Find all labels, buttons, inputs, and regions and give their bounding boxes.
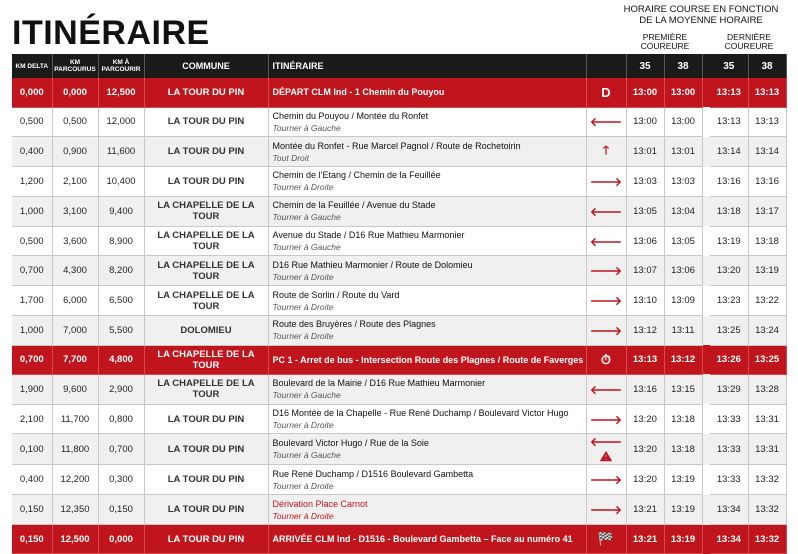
itinerary-cell <box>268 404 586 434</box>
table-row <box>12 434 786 465</box>
table-row <box>12 286 786 316</box>
km-delta-cell: 0,100 <box>12 434 52 465</box>
time-last-38: 13:32 <box>748 495 786 525</box>
km-done-cell: 12,500 <box>52 525 98 554</box>
direction-text: Tourner à Gauche <box>272 450 341 461</box>
km-done-cell: 9,600 <box>52 374 98 404</box>
col-km-delta: KM DELTA <box>12 54 52 78</box>
column-divider <box>702 434 710 465</box>
stopwatch-icon: ⏱ <box>600 351 612 367</box>
km-left-cell: 12,000 <box>98 107 144 137</box>
arrow-right-icon: 🡒 <box>589 174 623 189</box>
col-itineraire: ITINÉRAIRE <box>268 54 586 78</box>
km-left-cell: 8,900 <box>98 226 144 256</box>
street-name: Avenue du Stade / D16 Rue Mathieu Marmonier <box>272 230 465 241</box>
column-divider <box>702 374 710 404</box>
commune-cell: LA TOUR DU PIN <box>144 137 268 167</box>
itinerary-cell <box>268 465 586 495</box>
time-first-38: 13:01 <box>664 137 702 167</box>
column-divider <box>702 226 710 256</box>
km-delta-cell: 1,000 <box>12 196 52 226</box>
time-first-38: 13:18 <box>664 434 702 465</box>
direction-text: Tourner à Droite <box>272 182 334 193</box>
commune-cell: LA CHAPELLE DE LA TOUR <box>144 345 268 374</box>
itinerary-cell <box>268 196 586 226</box>
street-name: Montée du Ronfet - Rue Marcel Pagnol / Route de Rochetoirin <box>272 140 521 151</box>
column-divider <box>702 345 710 374</box>
arrow-right-icon: 🡒 <box>589 294 623 309</box>
time-last-35: 13:23 <box>710 286 748 316</box>
table-row <box>12 137 786 167</box>
schedule-note: HORAIRE COURSE EN FONCTION DE LA MOYENNE HORAIRE <box>623 4 779 26</box>
table-row <box>12 345 786 374</box>
time-first-35: 13:05 <box>626 196 664 226</box>
arrow-left-icon: 🡐 <box>589 234 623 249</box>
time-last-35: 13:34 <box>710 525 748 554</box>
time-last-35: 13:29 <box>710 374 748 404</box>
arrow-right-icon: 🡒 <box>589 473 623 488</box>
km-delta-cell: 0,400 <box>12 465 52 495</box>
km-left-cell: 0,000 <box>98 525 144 554</box>
direction-text: Tourner à Droite <box>272 331 334 342</box>
km-done-cell: 0,500 <box>52 107 98 137</box>
direction-text: Tout Droit <box>272 152 310 163</box>
km-done-cell: 12,350 <box>52 495 98 525</box>
table-row <box>12 495 786 525</box>
commune-cell: LA TOUR DU PIN <box>144 107 268 137</box>
icon-cell <box>586 167 626 197</box>
table-row <box>12 256 786 286</box>
time-first-38: 13:18 <box>664 404 702 434</box>
itinerary-cell <box>268 434 586 465</box>
km-done-cell: 7,700 <box>52 345 98 374</box>
time-first-38: 13:12 <box>664 345 702 374</box>
time-first-38: 13:05 <box>664 226 702 256</box>
time-first-35: 13:20 <box>626 434 664 465</box>
time-last-38: 13:19 <box>748 256 786 286</box>
time-first-35: 13:13 <box>626 345 664 374</box>
street-name: Chemin de la Feuillée / Avenue du Stade <box>272 200 436 211</box>
direction-text: Tourner à Droite <box>272 480 334 491</box>
itinerary-cell <box>268 78 586 107</box>
time-first-38: 13:15 <box>664 374 702 404</box>
icon-cell <box>586 495 626 525</box>
time-first-35: 13:06 <box>626 226 664 256</box>
time-last-35: 13:19 <box>710 226 748 256</box>
col-commune: COMMUNE <box>144 54 268 78</box>
column-divider <box>702 167 710 197</box>
commune-cell: LA TOUR DU PIN <box>144 167 268 197</box>
km-left-cell: 6,500 <box>98 286 144 316</box>
column-divider <box>702 107 710 137</box>
street-name: Boulevard de la Mairie / D16 Rue Mathieu Marmonier <box>272 378 486 389</box>
time-last-35: 13:34 <box>710 495 748 525</box>
km-done-cell: 4,300 <box>52 256 98 286</box>
time-first-35: 13:00 <box>626 78 664 107</box>
time-first-38: 13:03 <box>664 167 702 197</box>
time-last-38: 13:31 <box>748 404 786 434</box>
km-left-cell: 0,700 <box>98 434 144 465</box>
direction-text: Tourner à Gauche <box>272 212 341 223</box>
table-row <box>12 226 786 256</box>
street-name: Dérivation Place Carnot <box>272 498 368 509</box>
km-done-cell: 0,900 <box>52 137 98 167</box>
km-delta-cell: 0,700 <box>12 345 52 374</box>
arrow-left-icon: 🡐 <box>589 382 623 397</box>
time-last-35: 13:13 <box>710 78 748 107</box>
street-name: Route de Sorlin / Route du Vard <box>272 289 400 300</box>
itinerary-cell <box>268 374 586 404</box>
direction-text: Tourner à Droite <box>272 301 334 312</box>
itinerary-cell <box>268 345 586 374</box>
table-row <box>12 78 786 107</box>
time-last-38: 13:32 <box>748 465 786 495</box>
commune-cell: LA CHAPELLE DE LA TOUR <box>144 374 268 404</box>
time-first-38: 13:00 <box>664 78 702 107</box>
commune-cell: LA TOUR DU PIN <box>144 465 268 495</box>
arrow-left-icon: 🡐 <box>589 115 623 130</box>
time-first-35: 13:10 <box>626 286 664 316</box>
km-left-cell: 12,500 <box>98 78 144 107</box>
time-first-35: 13:03 <box>626 167 664 197</box>
km-delta-cell: 2,100 <box>12 404 52 434</box>
depart-icon: D <box>601 84 611 100</box>
commune-cell: LA TOUR DU PIN <box>144 495 268 525</box>
km-left-cell: 0,300 <box>98 465 144 495</box>
time-last-35: 13:33 <box>710 404 748 434</box>
itinerary-cell <box>268 316 586 346</box>
column-divider <box>702 256 710 286</box>
km-done-cell: 0,000 <box>52 78 98 107</box>
column-divider <box>702 495 710 525</box>
time-last-38: 13:18 <box>748 226 786 256</box>
time-last-35: 13:25 <box>710 316 748 346</box>
km-left-cell: 0,150 <box>98 495 144 525</box>
icon-cell <box>586 196 626 226</box>
column-divider <box>702 525 710 554</box>
column-divider <box>702 54 710 78</box>
itinerary-cell <box>268 525 586 554</box>
col-direction-icon <box>586 54 626 78</box>
time-last-38: 13:25 <box>748 345 786 374</box>
arrow-left-warning-icon: 🡐 ⚠ <box>589 435 623 465</box>
table-row <box>12 525 786 554</box>
time-first-38: 13:19 <box>664 495 702 525</box>
street-name: Chemin de l’Etang / Chemin de la Feuillée <box>272 170 441 181</box>
time-first-38: 13:04 <box>664 196 702 226</box>
street-name: D16 Montée de la Chapelle - Rue René Duchamp / Boulevard Victor Hugo <box>272 408 569 419</box>
icon-cell <box>586 226 626 256</box>
km-done-cell: 7,000 <box>52 316 98 346</box>
commune-cell: LA CHAPELLE DE LA TOUR <box>144 226 268 256</box>
time-first-38: 13:09 <box>664 286 702 316</box>
time-last-35: 13:18 <box>710 196 748 226</box>
col-last-38: 38 <box>748 54 786 78</box>
street-name: Chemin du Pouyou / Montée du Ronfet <box>272 110 429 121</box>
km-done-cell: 11,800 <box>52 434 98 465</box>
commune-cell: LA CHAPELLE DE LA TOUR <box>144 256 268 286</box>
km-done-cell: 11,700 <box>52 404 98 434</box>
street-name: Route des Bruyères / Route des Plagnes <box>272 319 436 330</box>
arrow-right-icon: 🡒 <box>589 264 623 279</box>
km-delta-cell: 1,700 <box>12 286 52 316</box>
icon-cell <box>586 434 626 465</box>
km-delta-cell: 1,200 <box>12 167 52 197</box>
km-done-cell: 12,200 <box>52 465 98 495</box>
km-left-cell: 9,400 <box>98 196 144 226</box>
km-left-cell: 0,800 <box>98 404 144 434</box>
km-done-cell: 2,100 <box>52 167 98 197</box>
icon-cell <box>586 286 626 316</box>
icon-cell <box>586 137 626 167</box>
time-last-38: 13:17 <box>748 196 786 226</box>
time-first-38: 13:11 <box>664 316 702 346</box>
direction-text: Tourner à Droite <box>272 510 334 521</box>
time-first-35: 13:12 <box>626 316 664 346</box>
itinerary-cell <box>268 256 586 286</box>
icon-cell <box>586 525 626 554</box>
street-name: Boulevard Victor Hugo / Rue de la Soie <box>272 438 429 449</box>
street-name: D16 Rue Mathieu Marmonier / Route de Dolomieu <box>272 259 473 270</box>
time-last-38: 13:31 <box>748 434 786 465</box>
time-last-35: 13:13 <box>710 107 748 137</box>
time-last-38: 13:32 <box>748 525 786 554</box>
col-km-parcourus: KM PARCOURUS <box>52 54 98 78</box>
km-delta-cell: 0,500 <box>12 107 52 137</box>
arrow-right-icon: 🡒 <box>589 323 623 338</box>
time-first-38: 13:19 <box>664 465 702 495</box>
column-divider <box>702 465 710 495</box>
time-last-35: 13:33 <box>710 465 748 495</box>
km-left-cell: 11,600 <box>98 137 144 167</box>
time-last-38: 13:13 <box>748 107 786 137</box>
street-name: Rue René Duchamp / D1516 Boulevard Gambetta <box>272 468 474 479</box>
icon-cell <box>586 107 626 137</box>
icon-cell <box>586 316 626 346</box>
time-first-38: 13:19 <box>664 525 702 554</box>
table-row <box>12 167 786 197</box>
first-runner-label: PREMIÈRE COUREURE <box>640 32 690 51</box>
direction-text: Tourner à Gauche <box>272 242 341 253</box>
icon-cell <box>586 256 626 286</box>
commune-cell: LA CHAPELLE DE LA TOUR <box>144 196 268 226</box>
table-row <box>12 316 786 346</box>
commune-cell: LA CHAPELLE DE LA TOUR <box>144 286 268 316</box>
table-row <box>12 465 786 495</box>
table-row <box>12 196 786 226</box>
arrow-left-icon: 🡐 <box>589 204 623 219</box>
time-first-35: 13:21 <box>626 495 664 525</box>
km-delta-cell: 0,400 <box>12 137 52 167</box>
time-last-38: 13:24 <box>748 316 786 346</box>
finish-flag-icon: 🏁 <box>597 531 615 547</box>
table-row <box>12 107 786 137</box>
km-delta-cell: 0,700 <box>12 256 52 286</box>
arrow-up-icon: 🡑 <box>602 143 610 158</box>
itinerary-cell <box>268 167 586 197</box>
time-first-35: 13:00 <box>626 107 664 137</box>
time-last-35: 13:16 <box>710 167 748 197</box>
column-divider <box>702 286 710 316</box>
icon-cell <box>586 404 626 434</box>
page-title: ITINÉRAIRE <box>12 14 210 52</box>
street-name: ARRIVÉE CLM Ind - D1516 - Boulevard Gambetta – Face au numéro 41 <box>272 534 573 545</box>
itinerary-cell <box>268 107 586 137</box>
km-left-cell: 2,900 <box>98 374 144 404</box>
commune-cell: LA TOUR DU PIN <box>144 525 268 554</box>
km-done-cell: 3,100 <box>52 196 98 226</box>
arrow-right-icon: 🡒 <box>589 412 623 427</box>
column-divider <box>702 404 710 434</box>
direction-text: Tourner à Droite <box>272 271 334 282</box>
time-first-35: 13:20 <box>626 465 664 495</box>
icon-cell <box>586 78 626 107</box>
street-name: DÉPART CLM Ind - 1 Chemin du Pouyou <box>272 87 445 98</box>
direction-text: Tourner à Droite <box>272 420 334 431</box>
time-first-35: 13:21 <box>626 525 664 554</box>
col-first-38: 38 <box>664 54 702 78</box>
time-first-35: 13:20 <box>626 404 664 434</box>
km-delta-cell: 0,150 <box>12 525 52 554</box>
column-divider <box>702 137 710 167</box>
direction-text: Tourner à Gauche <box>272 122 341 133</box>
time-last-38: 13:22 <box>748 286 786 316</box>
km-left-cell: 8,200 <box>98 256 144 286</box>
km-delta-cell: 1,000 <box>12 316 52 346</box>
col-km-a-parcourir: KM À PARCOURIR <box>98 54 144 78</box>
time-last-35: 13:14 <box>710 137 748 167</box>
col-first-35: 35 <box>626 54 664 78</box>
time-first-35: 13:16 <box>626 374 664 404</box>
icon-cell <box>586 374 626 404</box>
km-left-cell: 10,400 <box>98 167 144 197</box>
time-first-38: 13:00 <box>664 107 702 137</box>
itinerary-cell <box>268 286 586 316</box>
km-delta-cell: 0,150 <box>12 495 52 525</box>
commune-cell: LA TOUR DU PIN <box>144 78 268 107</box>
icon-cell <box>586 345 626 374</box>
time-last-35: 13:26 <box>710 345 748 374</box>
time-last-35: 13:20 <box>710 256 748 286</box>
km-left-cell: 5,500 <box>98 316 144 346</box>
column-divider <box>702 78 710 107</box>
col-last-35: 35 <box>710 54 748 78</box>
direction-text: Tourner à Gauche <box>272 390 341 401</box>
time-last-38: 13:13 <box>748 78 786 107</box>
column-divider <box>702 196 710 226</box>
time-last-38: 13:14 <box>748 137 786 167</box>
icon-cell <box>586 465 626 495</box>
table-row <box>12 404 786 434</box>
last-runner-label: DERNIÈRE COUREURE <box>724 32 774 51</box>
km-delta-cell: 0,500 <box>12 226 52 256</box>
commune-cell: DOLOMIEU <box>144 316 268 346</box>
street-name: PC 1 - Arret de bus - Intersection Route des Plagnes / Route de Faverges <box>272 354 584 365</box>
time-last-38: 13:16 <box>748 167 786 197</box>
time-first-35: 13:07 <box>626 256 664 286</box>
km-delta-cell: 1,900 <box>12 374 52 404</box>
arrow-right-icon: 🡒 <box>589 503 623 518</box>
commune-cell: LA TOUR DU PIN <box>144 434 268 465</box>
km-left-cell: 4,800 <box>98 345 144 374</box>
time-first-35: 13:01 <box>626 137 664 167</box>
table-header-row <box>12 54 786 78</box>
table-row <box>12 374 786 404</box>
time-last-35: 13:33 <box>710 434 748 465</box>
itinerary-cell <box>268 495 586 525</box>
column-divider <box>702 316 710 346</box>
itinerary-table <box>12 54 787 554</box>
km-delta-cell: 0,000 <box>12 78 52 107</box>
km-done-cell: 3,600 <box>52 226 98 256</box>
km-done-cell: 6,000 <box>52 286 98 316</box>
time-first-38: 13:06 <box>664 256 702 286</box>
itinerary-cell <box>268 137 586 167</box>
commune-cell: LA TOUR DU PIN <box>144 404 268 434</box>
time-last-38: 13:28 <box>748 374 786 404</box>
itinerary-cell <box>268 226 586 256</box>
